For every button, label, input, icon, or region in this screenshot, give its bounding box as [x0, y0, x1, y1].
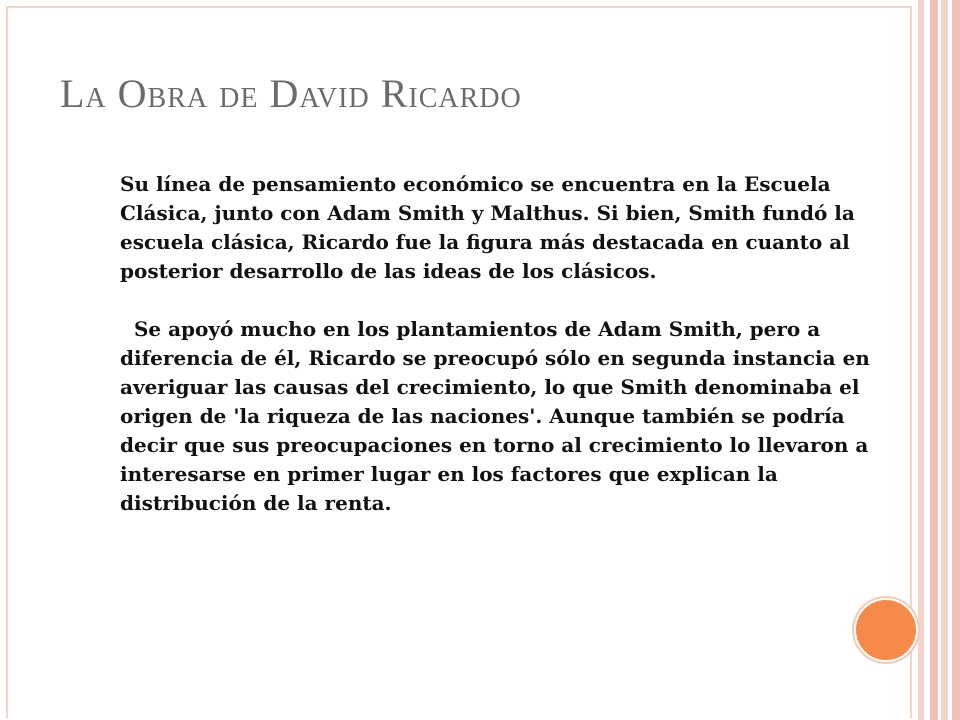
decor-stripe — [918, 0, 924, 720]
decor-circle — [854, 598, 918, 662]
decor-stripe — [941, 0, 948, 720]
decor-stripe — [930, 0, 938, 720]
decor-stripe — [952, 0, 960, 720]
body-paragraph: Su línea de pensamiento económico se encuentra en la Escuela Clásica, junto con Adam Smith y Malthus. Si bien, Smith fundó la escuela clásica, Ricardo fue la figura más destacada en cuanto al posterior desarrollo de las ideas de los clásicos. — [120, 172, 855, 283]
slide-body — [120, 170, 880, 547]
slide-title: La Obra de David Ricardo — [60, 71, 522, 116]
body-paragraph: Se apoyó mucho en los plantamientos de Adam Smith, pero a diferencia de él, Ricardo se preocupó sólo en segunda instancia en averiguar las causas del crecimiento, lo que Smith denominaba el origen de 'la riqueza de las naciones'. Aunque también se podría decir que sus preocupaciones en torno al crecimiento lo llevaron a interesarse en primer lugar en los factores que explican la distribución de la renta. — [120, 317, 877, 515]
